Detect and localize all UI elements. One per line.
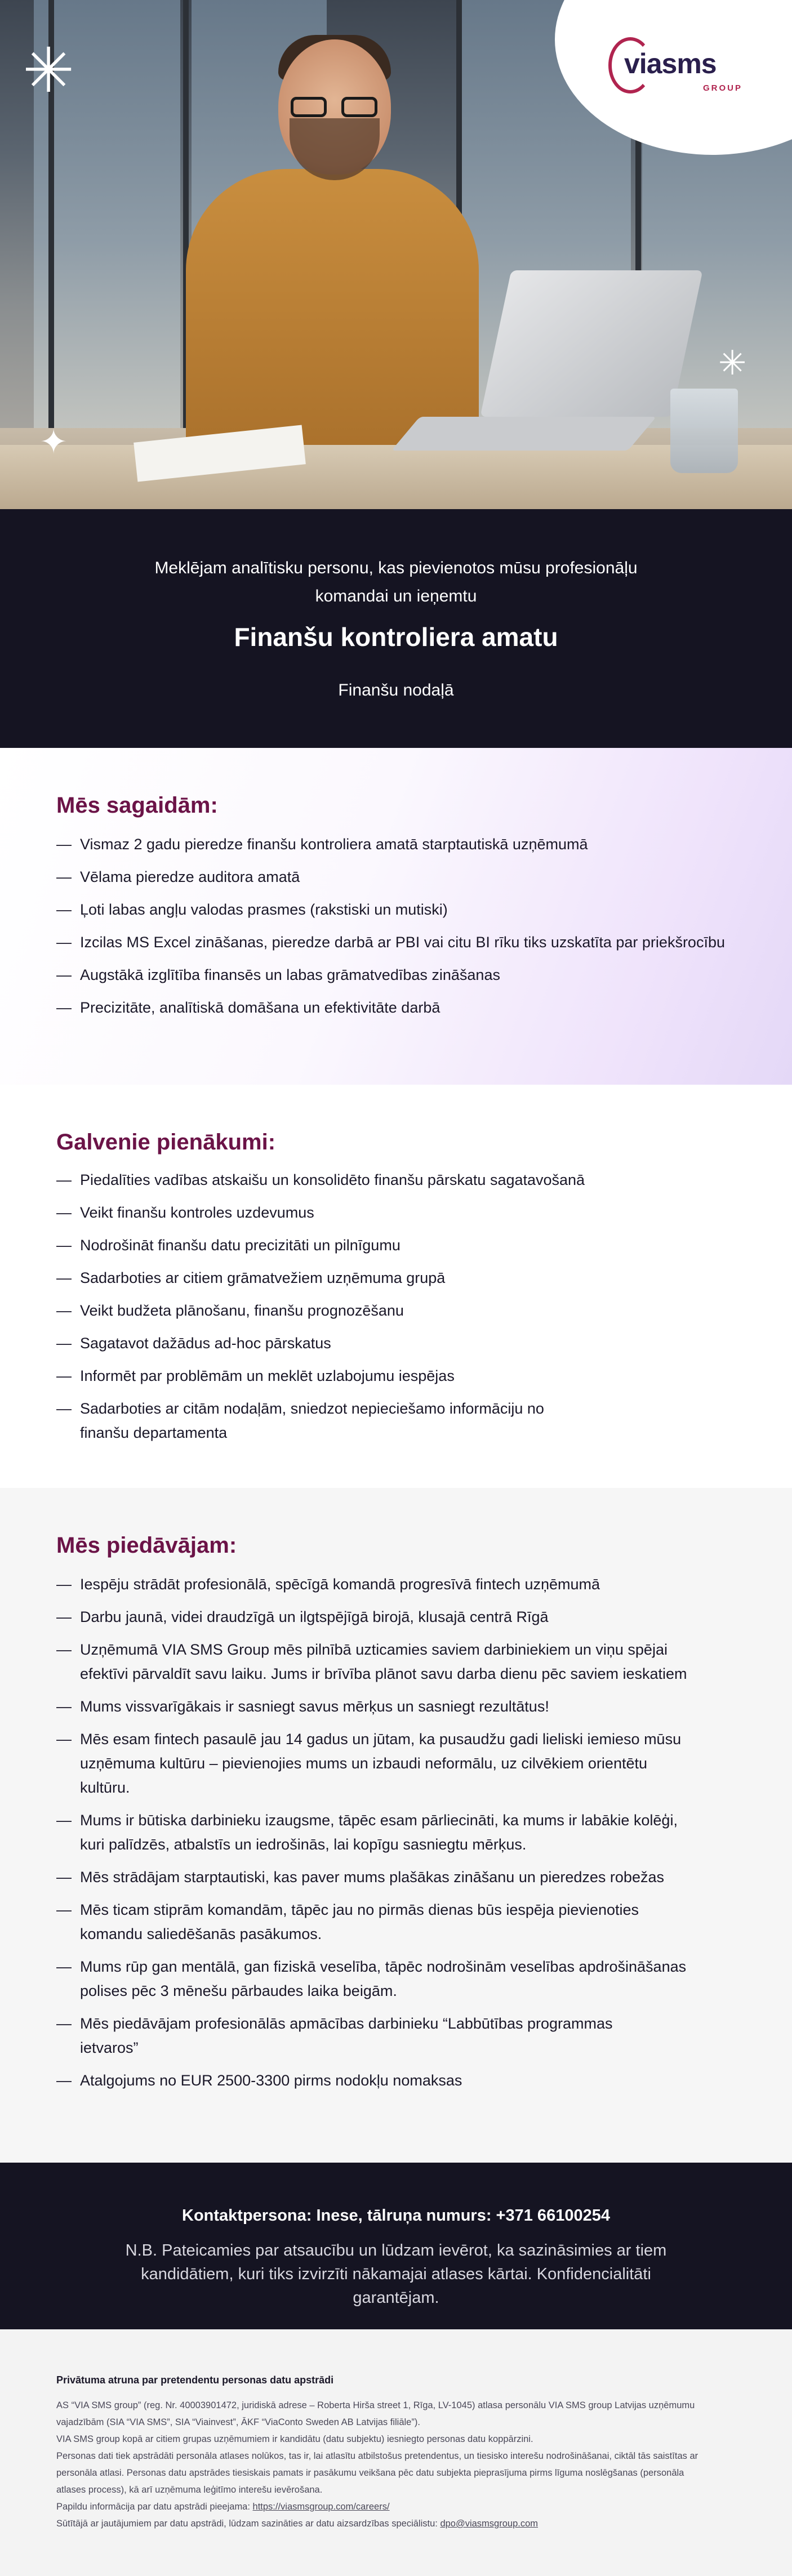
- offers-title: Mēs piedāvājam:: [56, 1533, 237, 1558]
- hero-photo: [0, 0, 792, 509]
- privacy-title: Privātuma atruna par pretendentu personas datu apstrādi: [56, 2374, 334, 2386]
- sparkle-icon: ✳: [718, 344, 747, 383]
- list-item: — Atalgojums no EUR 2500-3300 pirms nodokļu nomaksas: [56, 2072, 462, 2089]
- list-item: — Augstākā izglītība finansēs un labas grāmatvedības zināšanas: [56, 966, 500, 983]
- star-icon: ✦: [39, 422, 68, 462]
- requirements-section: [0, 748, 792, 1085]
- list-item: — Mēs strādājam starptautiski, kas paver mums plašākas zināšanu un pieredzes robežas: [56, 1869, 664, 1886]
- intro-lead: Meklējam analītisku personu, kas pievienotos mūsu profesionāļu komandai un ieņemtu: [154, 559, 638, 605]
- privacy-contact: Sūtītājā ar jautājumiem par datu apstrādi, lūdzam sazināties ar datu aizsardzības speciālistu: dpo@viasmsgroup.com: [56, 2519, 539, 2529]
- job-title: Finanšu kontroliera amatu: [234, 622, 558, 652]
- list-item: — Precizitāte, analītiskā domāšana un efektivitāte darbā: [56, 999, 441, 1016]
- privacy-paragraph: Personas dati tiek apstrādāti personāla atlases nolūkos, tas ir, lai atlasītu atbilstošus pretendentus, un tiesisko interešu nodrošināšanai, ciktāl tās saistītas ar personāla atlasi. Personas datu apstrādes tiesiskais pamats ir pasākumu veikšana pēc datu subjekta pieprasījuma pirms līguma noslēgšanas (personāla atlases process), kā arī uzņēmuma leģitīmo interešu ievērošana.: [56, 2451, 698, 2495]
- privacy-text: [56, 2397, 704, 2532]
- requirements-list: [56, 832, 732, 1028]
- offers-section: [0, 1488, 792, 2163]
- requirements-title: Mēs sagaidām:: [56, 793, 218, 818]
- contact-banner: [0, 2163, 792, 2329]
- list-item: — Darbu jaunā, videi draudzīgā un ilgtspējīgā birojā, klusajā centrā Rīgā: [56, 1608, 549, 1625]
- list-item: — Sadarboties ar citiem grāmatvežiem uzņēmuma grupā: [56, 1269, 446, 1286]
- privacy-more-info: Papildu informācija par datu apstrādi pieejama: https://viasmsgroup.com/careers/: [56, 2502, 390, 2512]
- list-item: — Mēs piedāvājam profesionālās apmācības darbinieku “Labbūtības programmas ietvaros”: [56, 2015, 613, 2056]
- offers-list: [56, 1572, 732, 2101]
- list-item: — Sagatavot dažādus ad-hoc pārskatus: [56, 1335, 331, 1352]
- list-item: — Informēt par problēmām un meklēt uzlabojumu iespējas: [56, 1367, 455, 1384]
- sparkle-icon: ✳: [23, 34, 75, 106]
- contact-note: N.B. Pateicamies par atsaucību un lūdzam ievērot, ka sazināsimies ar tiem kandidātiem, kuri tiks izvirzīti nākamajai atlases kārtai. Konfidencialitāti garantējam.: [125, 2241, 667, 2307]
- duties-list: [56, 1168, 732, 1454]
- list-item: — Uzņēmumā VIA SMS Group mēs pilnībā uzticamies saviem darbiniekiem un viņu spējai efektīvi pārvaldīt savu laiku. Jums ir brīvība plānot savu darba dienu pēc saviem ieskatiem: [56, 1641, 687, 1682]
- privacy-paragraph: VIA SMS group kopā ar citiem grupas uzņēmumiem ir kandidātu (datu subjektu) iesniegto personas datu koppārzini.: [56, 2434, 533, 2444]
- careers-link[interactable]: https://viasmsgroup.com/careers/: [252, 2502, 390, 2512]
- list-item: — Mums vissvarīgākais ir sasniegt savus mērķus un sasniegt rezultātus!: [56, 1698, 549, 1715]
- dpo-email-link[interactable]: dpo@viasmsgroup.com: [440, 2519, 539, 2529]
- department: Finanšu nodaļā: [338, 681, 454, 699]
- list-item: — Sadarboties ar citām nodaļām, sniedzot nepieciešamo informāciju no finanšu departamenta: [56, 1400, 544, 1441]
- list-item: — Veikt budžeta plānošanu, finanšu prognozēšanu: [56, 1302, 404, 1319]
- laptop-illustration: [480, 270, 702, 417]
- list-item: — Mums rūp gan mentālā, gan fiziskā veselība, tāpēc nodrošinām veselības apdrošināšanas polises pēc 3 mēnešu pārbaudes laika beigām.: [56, 1958, 687, 1999]
- list-item: — Vismaz 2 gadu pieredze finanšu kontroliera amatā starptautiskā uzņēmumā: [56, 836, 588, 853]
- viasms-logo: viasms GROUP: [608, 37, 744, 99]
- list-item: — Ļoti labas angļu valodas prasmes (rakstiski un mutiski): [56, 901, 448, 918]
- list-item: — Veikt finanšu kontroles uzdevumus: [56, 1204, 314, 1221]
- contact-person: Kontaktpersona: Inese, tālruņa numurs: +371 66100254: [182, 2207, 610, 2225]
- list-item: — Mēs ticam stiprām komandām, tāpēc jau no pirmās dienas būs iespēja pievienoties komandu saliedēšanās pasākumos.: [56, 1901, 639, 1942]
- list-item: — Vēlama pieredze auditora amatā: [56, 868, 300, 885]
- duties-section: [0, 1085, 792, 1488]
- list-item: — Iespēju strādāt profesionālā, spēcīgā komandā progresīvā fintech uzņēmumā: [56, 1576, 600, 1593]
- list-item: — Izcilas MS Excel zināšanas, pieredze darbā ar PBI vai citu BI rīku tiks uzskatīta par priekšrocību: [56, 934, 725, 951]
- intro-banner: [0, 509, 792, 748]
- duties-title: Galvenie pienākumi:: [56, 1130, 276, 1155]
- list-item: — Nodrošināt finanšu datu precizitāti un pilnīgumu: [56, 1237, 401, 1254]
- list-item: — Piedalīties vadības atskaišu un konsolidēto finanšu pārskatu sagatavošanā: [56, 1171, 585, 1188]
- list-item: — Mēs esam fintech pasaulē jau 14 gadus un jūtam, ka pusaudžu gadi lieliski iemieso mūsu uzņēmuma kultūru – pievienojies mums un izbaudi neformālu, uz cilvēkiem orientētu kultūru.: [56, 1731, 682, 1796]
- privacy-notice: [0, 2329, 792, 2576]
- list-item: — Mums ir būtiska darbinieku izaugsme, tāpēc esam pārliecināti, ka mums ir labākie kolēģi, kuri palīdzēs, atbalstīs un iedrošinās, lai kopīgu sasniegtu mērķus.: [56, 1812, 678, 1853]
- privacy-paragraph: AS “VIA SMS group” (reg. Nr. 40003901472, juridiskā adrese – Roberta Hirša street 1, Rīga, LV-1045) atlasa personālu VIA SMS group Latvijas uzņēmumu vajadzībām (SIA “VIA SMS”, SIA “Viainvest”, ĀKF “ViaConto Sweden AB Latvijas filiāle”).: [56, 2400, 695, 2427]
